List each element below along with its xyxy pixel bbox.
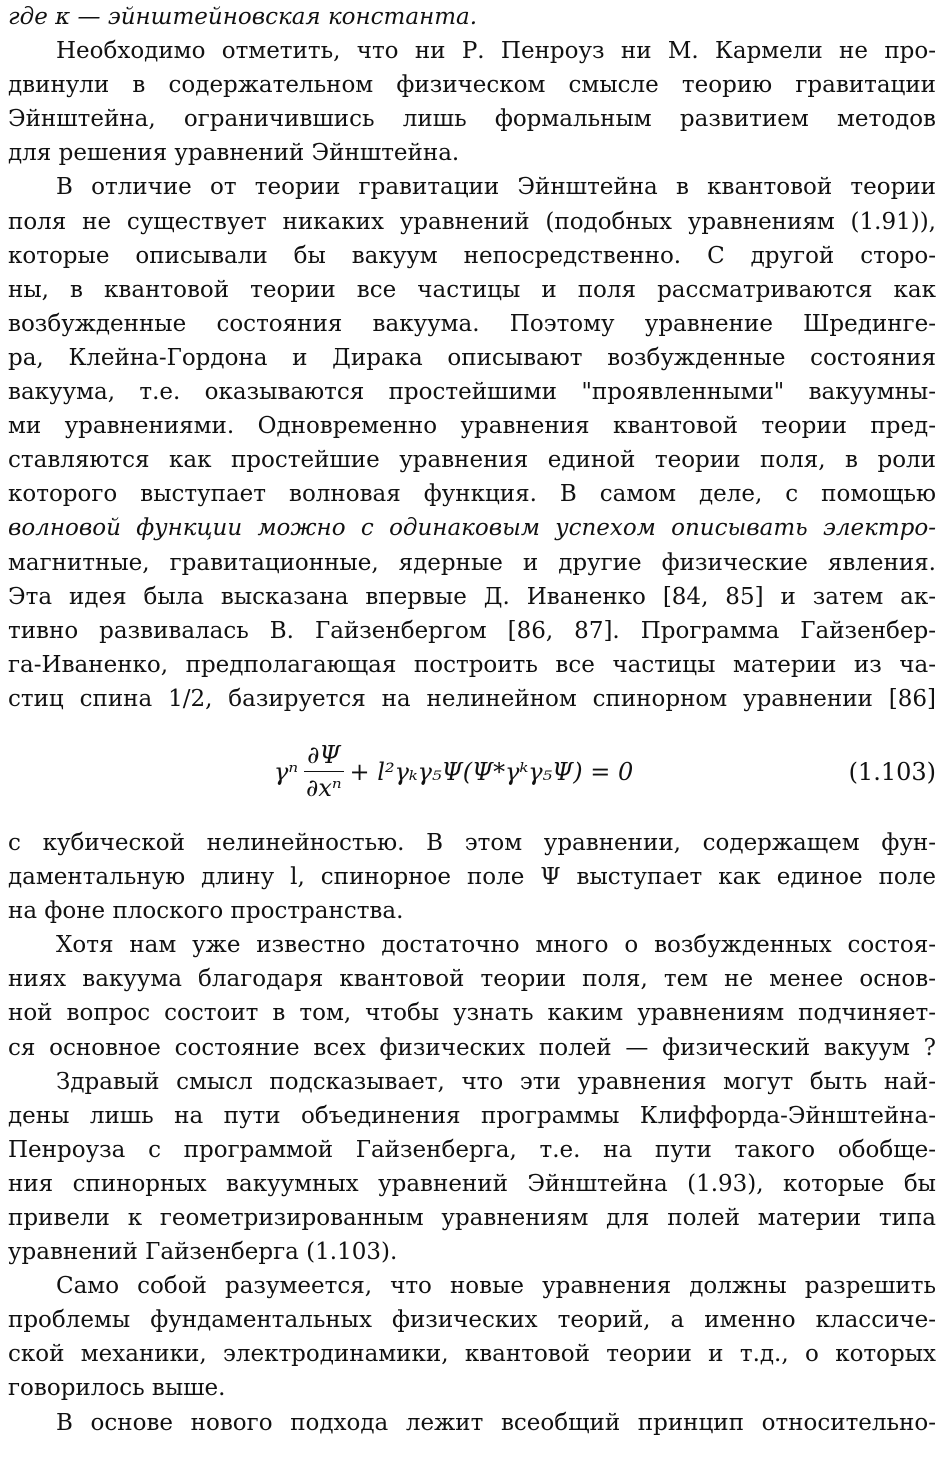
text-line: волновой функции можно с одинаковым успехом описывать электро-: [8, 515, 936, 542]
document-page: [8, 0, 936, 1440]
text-block-bottom: [8, 826, 936, 1440]
text-line: га-Иваненко, предполагающая построить все частицы материи из ча-: [8, 651, 936, 678]
equation-row: [8, 730, 936, 814]
equation-prefix: γⁿ: [274, 757, 299, 786]
text-line: магнитные, гравитационные, ядерные и другие физические явления.: [8, 549, 936, 576]
text-line: поля не существует никаких уравнений (подобных уравнениям (1.91)),: [8, 208, 936, 235]
text-line: ния спинорных вакуумных уравнений Эйнштейна (1.93), которые бы: [8, 1170, 936, 1197]
equation-rest: + l²γₖγ₅Ψ(Ψ*γᵏγ₅Ψ) = 0: [349, 757, 634, 786]
text-line: Эта идея была высказана впервые Д. Иваненко [84, 85] и затем ак-: [8, 583, 936, 610]
text-line: ра, Клейна-Гордона и Дирака описывают возбужденные состояния: [8, 344, 936, 371]
text-line: стиц спина 1/2, базируется на нелинейном спинорном уравнении [86]: [8, 685, 936, 712]
text-line: ской механики, электродинамики, квантовой теории и т.д., о которых: [8, 1341, 936, 1368]
text-line: даментальную длину l, спинорное поле Ψ выступает как единое поле: [8, 864, 936, 891]
text-line: В основе нового подхода лежит всеобщий принцип относительно-: [56, 1409, 936, 1436]
equation-numerator: ∂Ψ: [304, 741, 343, 772]
text-line: ставляются как простейшие уравнения единой теории поля, в роли: [8, 447, 936, 474]
text-line: двинули в содержательном физическом смысле теорию гравитации: [8, 72, 936, 99]
text-line: с кубической нелинейностью. В этом уравнении, содержащем фун-: [8, 829, 936, 856]
text-line: Эйнштейна, ограничившись лишь формальным развитием методов: [8, 106, 936, 133]
text-line: Само собой разумеется, что новые уравнения должны разрешить: [56, 1273, 936, 1300]
equation: [274, 730, 633, 814]
text-line: В отличие от теории гравитации Эйнштейна в квантовой теории: [56, 174, 936, 201]
text-line: ми уравнениями. Одновременно уравнения квантовой теории пред-: [8, 413, 936, 440]
text-line: которые описывали бы вакуум непосредственно. С другой сторо-: [8, 242, 936, 269]
text-line: возбужденные состояния вакуума. Поэтому уравнение Шрединге-: [8, 310, 936, 337]
text-block-top: [8, 0, 936, 716]
text-line: вакуума, т.е. оказываются простейшими "проявленными" вакуумны-: [8, 379, 936, 406]
equation-fraction: [304, 741, 343, 802]
text-line: дены лишь на пути объединения программы Клиффорда-Эйнштейна-: [8, 1102, 936, 1129]
text-line: где κ — эйнштейновская константа.: [8, 4, 478, 30]
text-line: Необходимо отметить, что ни Р. Пенроуз ни М. Кармели не про-: [56, 38, 936, 65]
equation-number: (1.103): [848, 757, 936, 786]
text-line: для решения уравнений Эйнштейна.: [8, 140, 460, 167]
text-line: на фоне плоского пространства.: [8, 898, 404, 925]
text-line: которого выступает волновая функция. В самом деле, с помощью: [8, 481, 936, 508]
text-line: ниях вакуума благодаря квантовой теории поля, тем не менее основ-: [8, 966, 936, 993]
text-line: говорилось выше.: [8, 1375, 226, 1402]
text-line: Хотя нам уже известно достаточно много о возбужденных состоя-: [56, 932, 936, 959]
text-line: Пенроуза с программой Гайзенберга, т.е. на пути такого обобще-: [8, 1136, 936, 1163]
text-line: ной вопрос состоит в том, чтобы узнать каким уравнениям подчиняет-: [8, 1000, 936, 1027]
text-line: тивно развивалась В. Гайзенбергом [86, 87]. Программа Гайзенбер-: [8, 617, 936, 644]
text-line: привели к геометризированным уравнениям для полей материи типа: [8, 1205, 936, 1231]
equation-denominator: ∂xⁿ: [305, 774, 342, 803]
text-line: ны, в квантовой теории все частицы и поля рассматриваются как: [8, 276, 936, 303]
text-line: Здравый смысл подсказывает, что эти уравнения могут быть най-: [56, 1068, 936, 1095]
text-line: ся основное состояние всех физических полей — физический вакуум ?: [8, 1034, 936, 1061]
text-line: проблемы фундаментальных физических теорий, а именно классиче-: [8, 1307, 936, 1334]
text-line: уравнений Гайзенберга (1.103).: [8, 1239, 398, 1266]
